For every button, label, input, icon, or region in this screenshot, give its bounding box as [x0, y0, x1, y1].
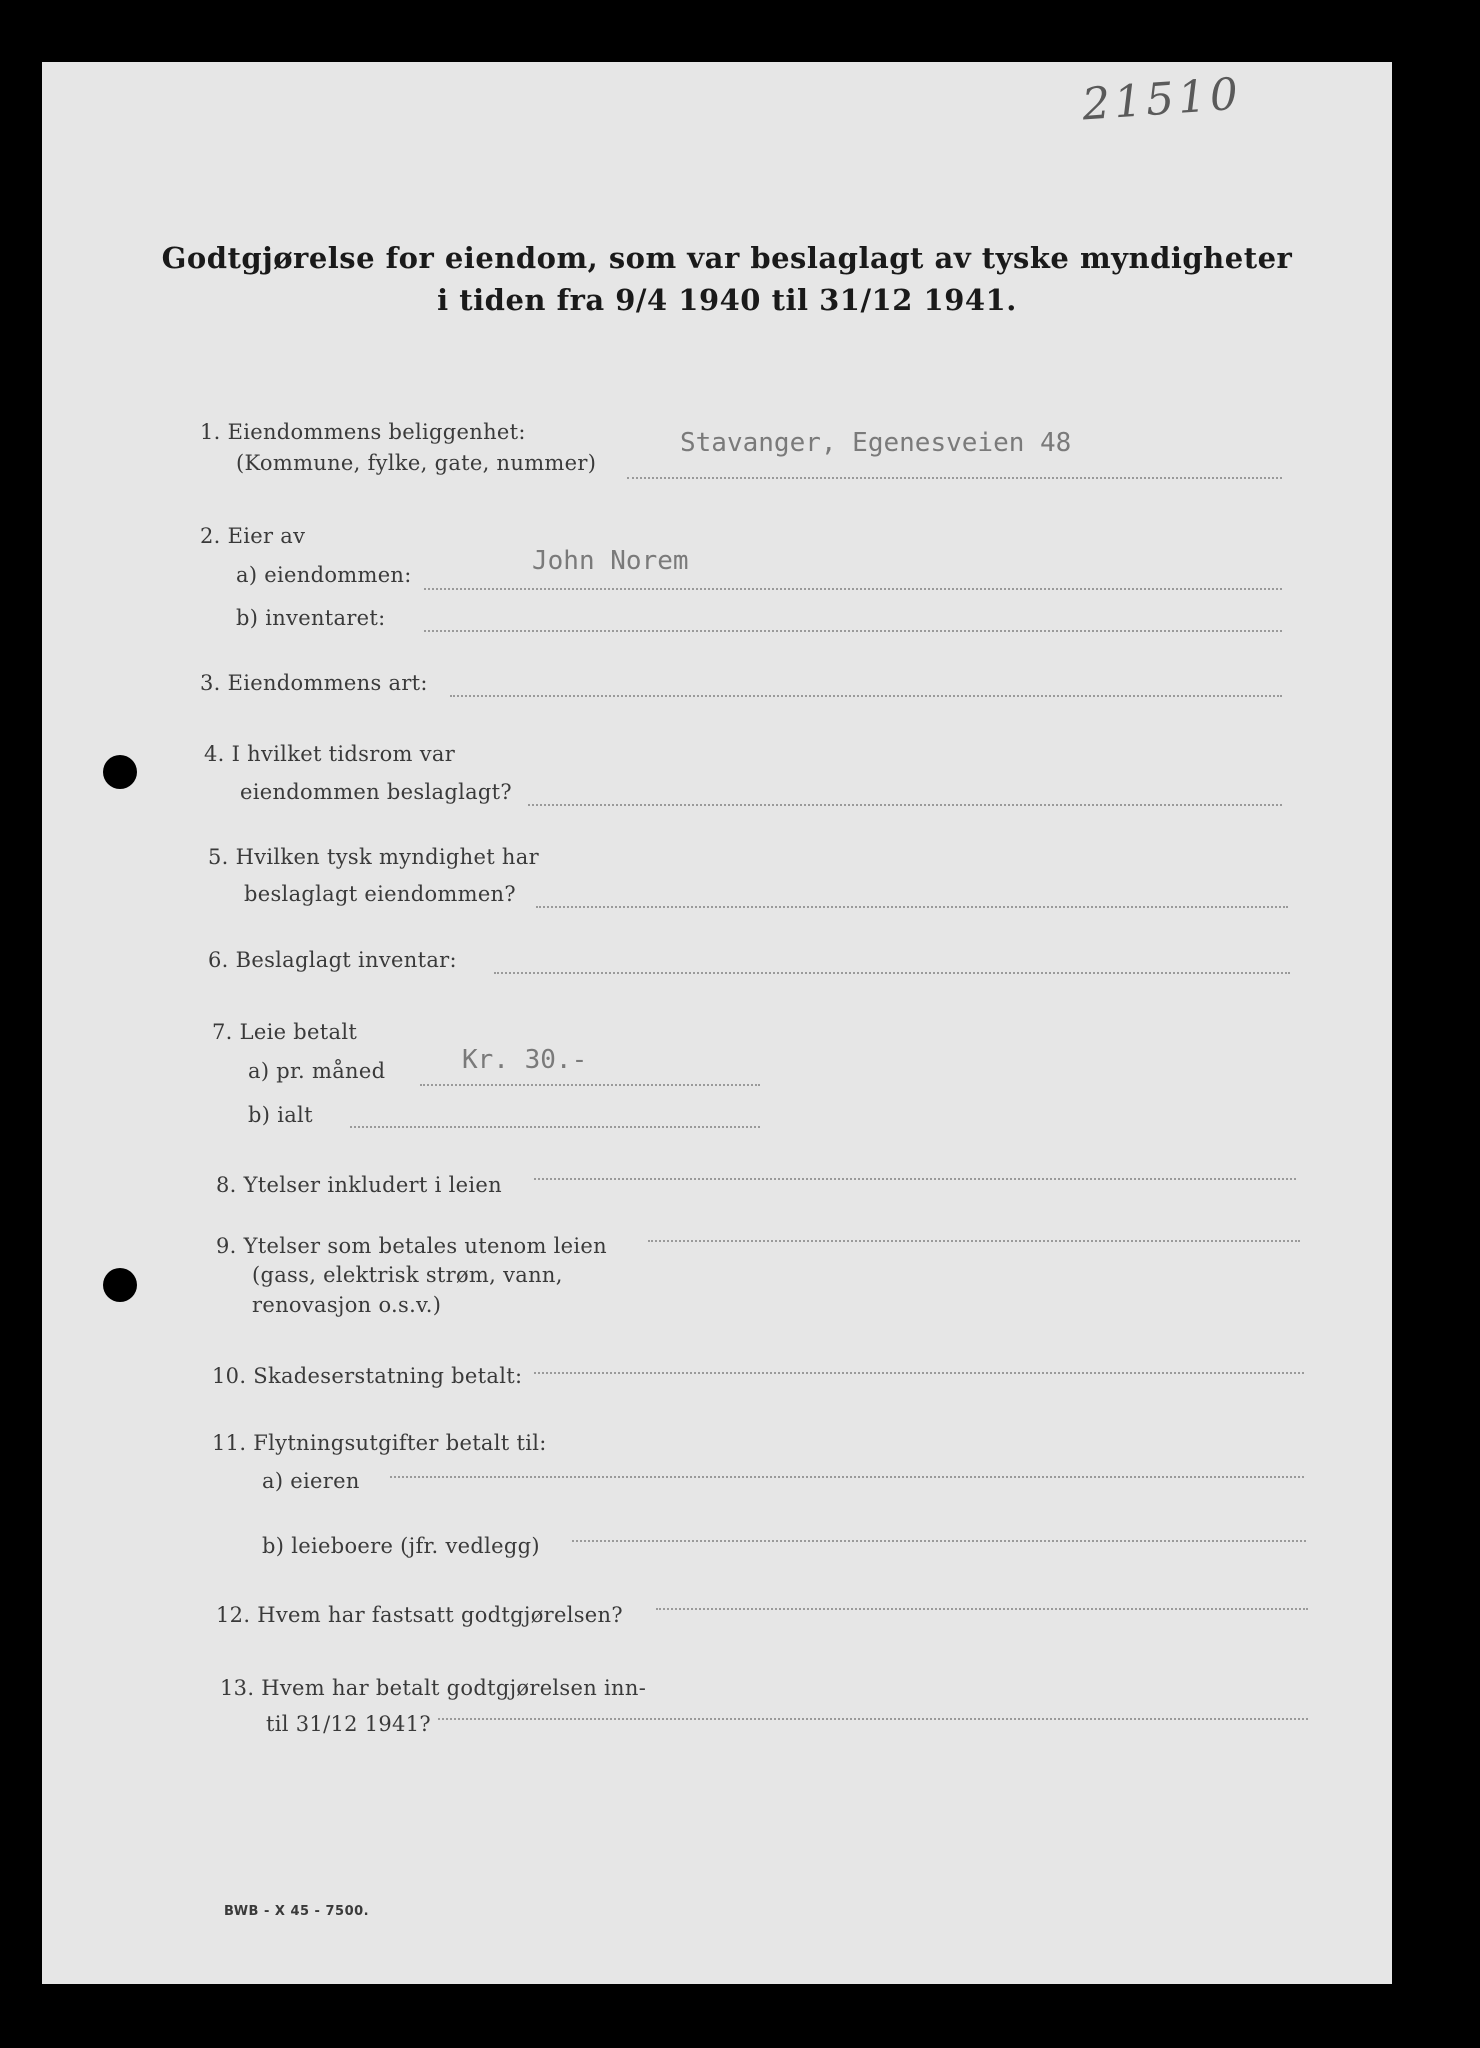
q9-sublabel-2: renovasjon o.s.v.) — [252, 1293, 442, 1317]
q11a-label: a) eieren — [262, 1469, 360, 1493]
q8-answer-line — [534, 1178, 1296, 1180]
q9-label: 9. Ytelser som betales utenom leien — [216, 1234, 607, 1258]
q11b-answer-line — [572, 1540, 1306, 1542]
printer-mark: BWB - X 45 - 7500. — [224, 1904, 370, 1919]
q7a-value: Kr. 30.- — [462, 1045, 588, 1075]
q12-answer-line — [656, 1608, 1308, 1610]
q1-value: Stavanger, Egenesveien 48 — [680, 428, 1072, 458]
q7b-answer-line — [350, 1126, 760, 1128]
q5-label: 5. Hvilken tysk myndighet har — [208, 845, 539, 869]
q3-answer-line — [450, 695, 1282, 697]
q7-label: 7. Leie betalt — [212, 1020, 358, 1044]
q11b-label: b) leieboere (jfr. vedlegg) — [262, 1534, 540, 1558]
q1-answer-line — [627, 477, 1282, 479]
q4-label: 4. I hvilket tidsrom var — [204, 742, 456, 766]
q10-label: 10. Skadeserstatning betalt: — [212, 1364, 523, 1388]
q6-label: 6. Beslaglagt inventar: — [208, 948, 457, 972]
handwritten-number: 21510 — [1080, 68, 1244, 131]
q4-sublabel: eiendommen beslaglagt? — [240, 780, 512, 804]
q4-answer-line — [528, 804, 1282, 806]
q5-answer-line — [536, 906, 1288, 908]
q7b-label: b) ialt — [248, 1103, 313, 1127]
title-line-2: i tiden fra 9/4 1940 til 31/12 1941. — [437, 283, 1017, 317]
q7a-label: a) pr. måned — [248, 1059, 386, 1083]
q13-label: 13. Hvem har betalt godtgjørelsen inn- — [220, 1676, 647, 1700]
q12-label: 12. Hvem har fastsatt godtgjørelsen? — [216, 1603, 623, 1627]
q2a-value: John Norem — [532, 546, 689, 576]
q3-label: 3. Eiendommens art: — [200, 671, 428, 695]
q13-sublabel: til 31/12 1941? — [266, 1712, 431, 1736]
q2b-answer-line — [424, 630, 1282, 632]
punch-hole-top — [103, 755, 137, 789]
q8-label: 8. Ytelser inkludert i leien — [216, 1173, 502, 1197]
q2b-label: b) inventaret: — [236, 606, 386, 630]
q2a-label: a) eiendommen: — [236, 563, 412, 587]
q5-sublabel: beslaglagt eiendommen? — [244, 882, 516, 906]
q9-sublabel-1: (gass, elektrisk strøm, vann, — [252, 1263, 563, 1287]
q6-answer-line — [494, 972, 1290, 974]
q9-answer-line — [648, 1240, 1300, 1242]
form-title — [42, 237, 1392, 321]
q2a-answer-line — [424, 588, 1282, 590]
punch-hole-bottom — [103, 1268, 137, 1302]
q11-label: 11. Flytningsutgifter betalt til: — [212, 1431, 547, 1455]
q13-answer-line — [438, 1718, 1308, 1720]
q1-label: 1. Eiendommens beliggenhet: — [200, 420, 526, 444]
q1-sublabel: (Kommune, fylke, gate, nummer) — [236, 451, 597, 475]
q11a-answer-line — [390, 1476, 1304, 1478]
q2-label: 2. Eier av — [200, 524, 306, 548]
q10-answer-line — [534, 1372, 1304, 1374]
form-sheet — [42, 62, 1392, 1984]
q7a-answer-line — [420, 1084, 760, 1086]
title-line-1: Godtgjørelse for eiendom, som var beslaglagt av tyske myndigheter — [161, 241, 1293, 275]
